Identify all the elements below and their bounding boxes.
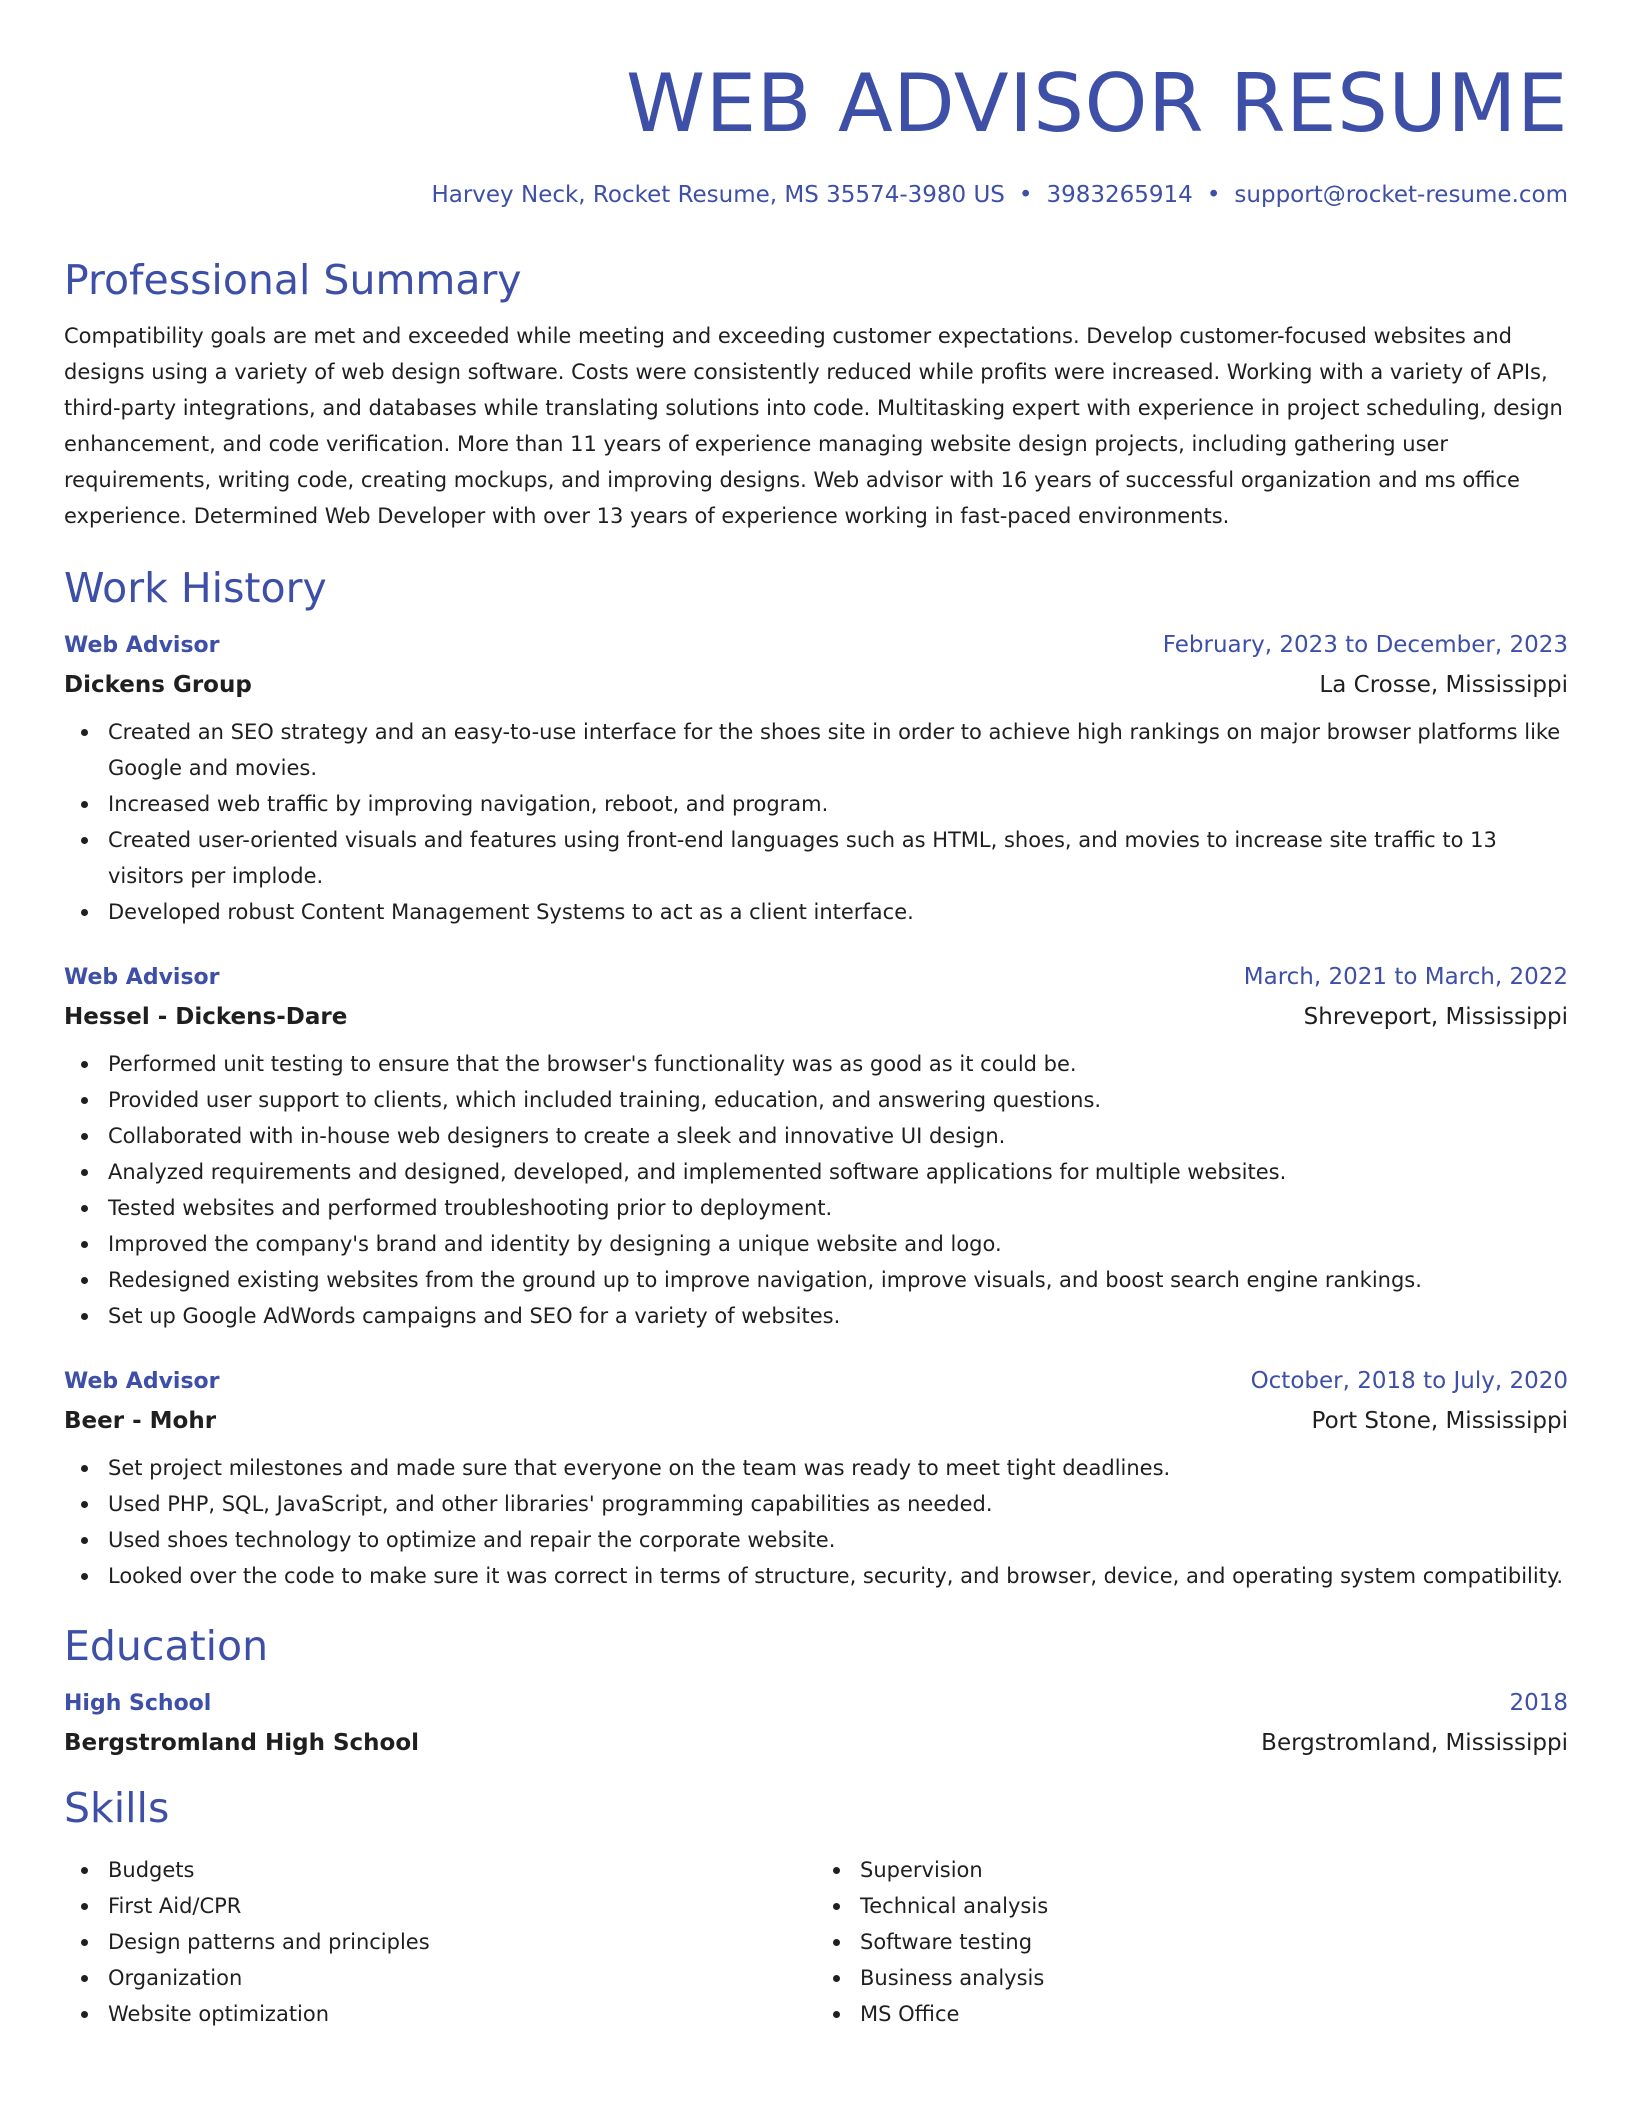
job-bullet: Analyzed requirements and designed, developed, and implemented software applications for multiple websites.	[108, 1154, 1568, 1190]
job-bullet: Collaborated with in-house web designers to create a sleek and innovative UI design.	[108, 1118, 1568, 1154]
education-location: Bergstromland, Mississippi	[1261, 1730, 1568, 1756]
contact-address: Harvey Neck, Rocket Resume, MS 35574-3980 US	[431, 182, 1005, 208]
skill-item: Organization	[108, 1960, 816, 1996]
job-dates: February, 2023 to December, 2023	[1162, 632, 1568, 658]
education-degree: High School	[64, 1691, 212, 1716]
job-bullets	[64, 714, 1568, 930]
job-bullet: Used PHP, SQL, JavaScript, and other libraries' programming capabilities as needed.	[108, 1486, 1568, 1522]
job-bullets	[64, 1046, 1568, 1334]
job-bullet: Set project milestones and made sure that everyone on the team was ready to meet tight deadlines.	[108, 1450, 1568, 1486]
contact-separator: •	[1206, 182, 1221, 208]
job-dates: October, 2018 to July, 2020	[1250, 1368, 1568, 1394]
resume-page	[64, 0, 1568, 2032]
job-title: Web Advisor	[64, 965, 220, 990]
job-bullet: Improved the company's brand and identity by designing a unique website and logo.	[108, 1226, 1568, 1262]
skill-item: Software testing	[860, 1924, 1568, 1960]
job-bullet: Redesigned existing websites from the ground up to improve navigation, improve visuals, and boost search engine rankings.	[108, 1262, 1568, 1298]
skills-list	[64, 1840, 1568, 2032]
job-bullet: Created user-oriented visuals and features using front-end languages such as HTML, shoes, and movies to increase site traffic to 13 visitors per implode.	[108, 822, 1568, 894]
job-bullet: Performed unit testing to ensure that the browser's functionality was as good as it could be.	[108, 1046, 1568, 1082]
skill-item: MS Office	[860, 1996, 1568, 2032]
job-bullet: Developed robust Content Management Systems to act as a client interface.	[108, 894, 1568, 930]
skill-item: Technical analysis	[860, 1888, 1568, 1924]
job-location: Shreveport, Mississippi	[1303, 1004, 1568, 1030]
job-company: Beer - Mohr	[64, 1408, 217, 1434]
job-bullets	[64, 1450, 1568, 1594]
education-year: 2018	[1509, 1690, 1568, 1716]
skill-item: First Aid/CPR	[108, 1888, 816, 1924]
education-heading: Education	[64, 1622, 269, 1670]
contact-line	[64, 180, 1568, 210]
job-company: Hessel - Dickens-Dare	[64, 1004, 348, 1030]
summary-text: Compatibility goals are met and exceeded while meeting and exceeding customer expectations. Develop customer-focused websites and designs using a variety of web design software. Costs were consistently reduced while profits were increased. Working with a variety of APIs, third-party integrations, and databases while translating solutions into code. Multitasking expert with experience in project scheduling, design enhancement, and code verification. More than 11 years of experience managing website design projects, including gathering user requirements, writing code, creating mockups, and improving designs. Web advisor with 16 years of successful organization and ms office experience. Determined Web Developer with over 13 years of experience working in fast-paced environments.	[64, 324, 1563, 528]
job-company: Dickens Group	[64, 672, 252, 698]
skill-item: Website optimization	[108, 1996, 816, 2032]
skills-heading: Skills	[64, 1784, 170, 1832]
job-title: Web Advisor	[64, 1369, 220, 1394]
skill-item: Business analysis	[860, 1960, 1568, 1996]
job-bullet: Used shoes technology to optimize and repair the corporate website.	[108, 1522, 1568, 1558]
skill-item: Supervision	[860, 1852, 1568, 1888]
job-title: Web Advisor	[64, 633, 220, 658]
education-school: Bergstromland High School	[64, 1730, 420, 1756]
skill-item: Design patterns and principles	[108, 1924, 816, 1960]
contact-phone: 3983265914	[1046, 182, 1193, 208]
skills-column-right	[816, 1852, 1568, 2032]
contact-email: support@rocket-resume.com	[1234, 182, 1568, 208]
summary-heading: Professional Summary	[64, 256, 522, 304]
job-location: La Crosse, Mississippi	[1319, 672, 1568, 698]
job-bullet: Provided user support to clients, which included training, education, and answering questions.	[108, 1082, 1568, 1118]
skill-item: Budgets	[108, 1852, 816, 1888]
job-entry	[64, 630, 1568, 930]
job-bullet: Tested websites and performed troubleshooting prior to deployment.	[108, 1190, 1568, 1226]
job-bullet: Set up Google AdWords campaigns and SEO for a variety of websites.	[108, 1298, 1568, 1334]
contact-separator: •	[1018, 182, 1033, 208]
work-history-heading: Work History	[64, 564, 327, 612]
job-bullet: Created an SEO strategy and an easy-to-use interface for the shoes site in order to achieve high rankings on major browser platforms like Google and movies.	[108, 714, 1568, 786]
job-bullet: Increased web traffic by improving navigation, reboot, and program.	[108, 786, 1568, 822]
education-entry	[64, 1688, 1568, 1758]
job-dates: March, 2021 to March, 2022	[1243, 964, 1568, 990]
job-entry	[64, 962, 1568, 1334]
job-bullet: Looked over the code to make sure it was correct in terms of structure, security, and browser, device, and operating system compatibility.	[108, 1558, 1568, 1594]
resume-title: WEB ADVISOR RESUME	[625, 57, 1568, 150]
job-entry	[64, 1366, 1568, 1594]
skills-column-left	[64, 1852, 816, 2032]
job-location: Port Stone, Mississippi	[1311, 1408, 1568, 1434]
